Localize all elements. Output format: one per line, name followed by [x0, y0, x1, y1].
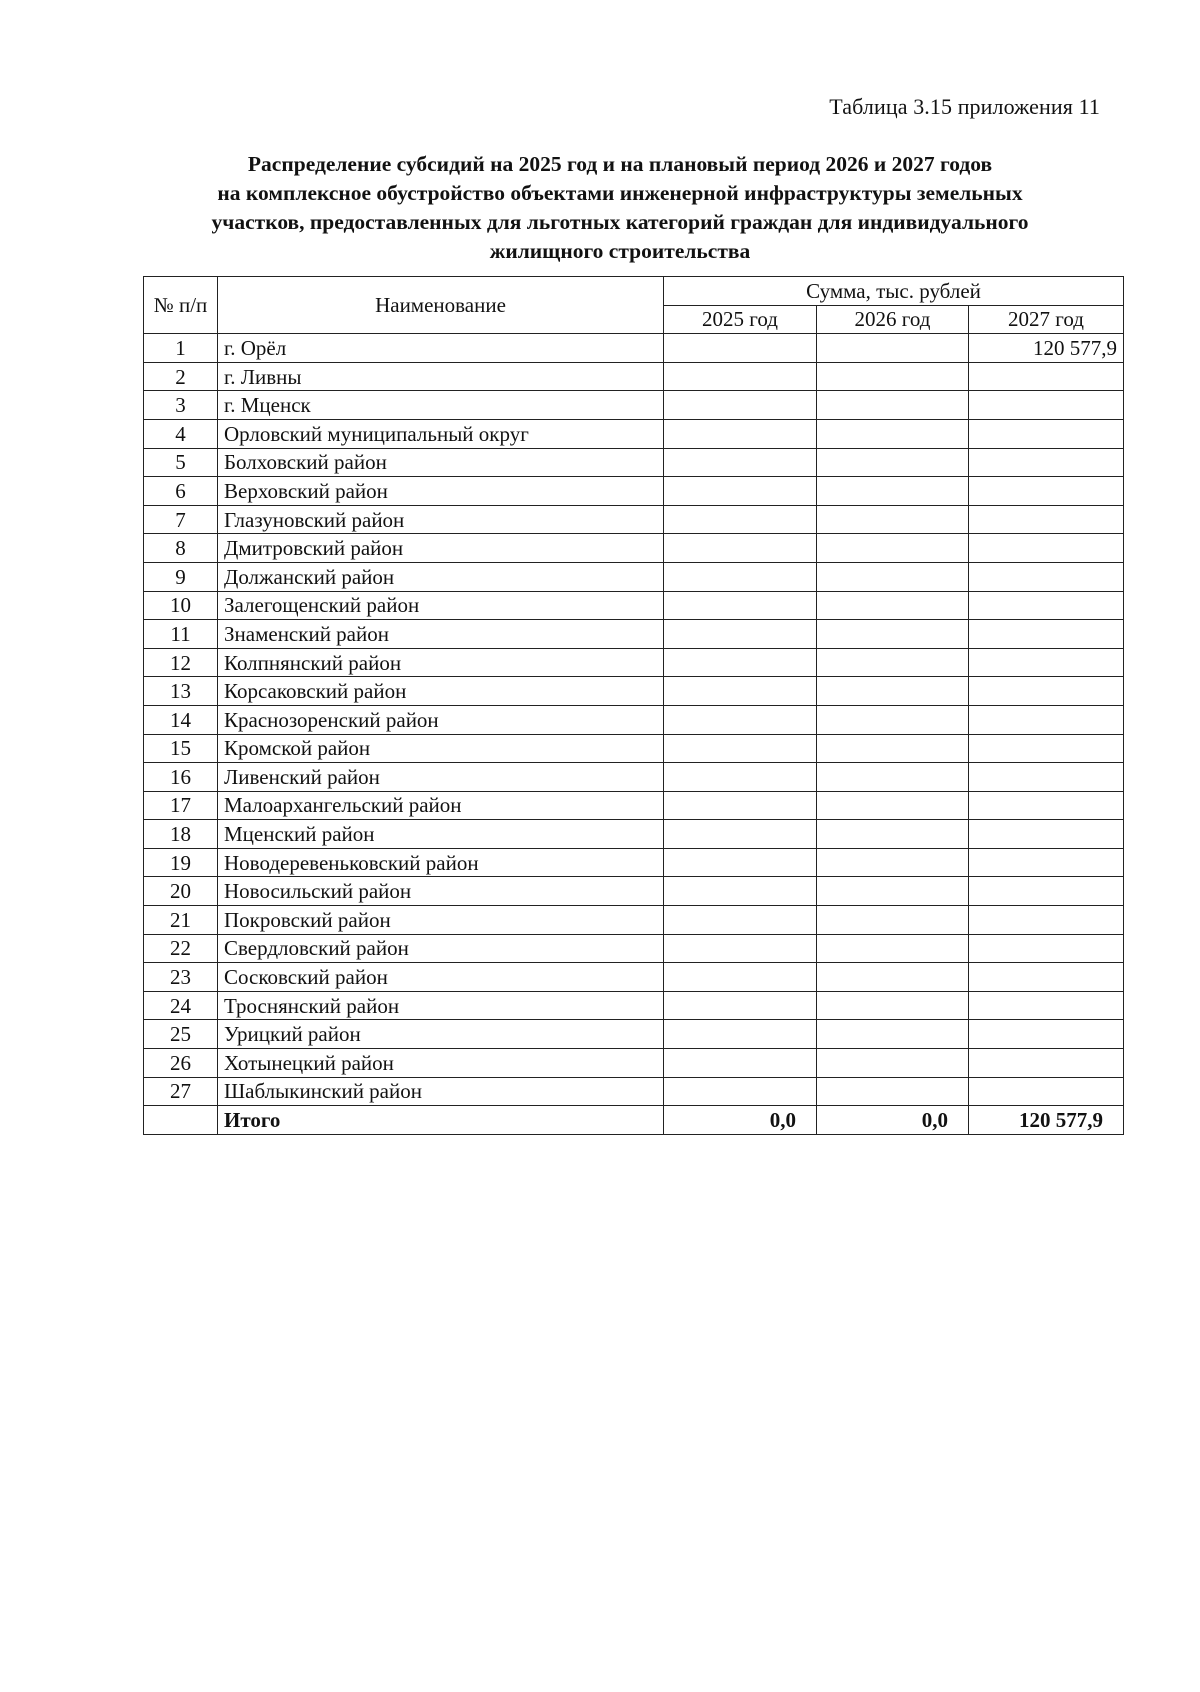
row-value-2025	[664, 1020, 817, 1049]
row-name: Хотынецкий район	[218, 1049, 664, 1078]
row-name: Итого	[218, 1106, 664, 1135]
row-value-2026	[817, 1020, 969, 1049]
row-value-2025	[664, 620, 817, 649]
table-row	[144, 1077, 1124, 1106]
row-value-2027	[969, 477, 1124, 506]
row-number: 24	[144, 991, 218, 1020]
row-number: 23	[144, 963, 218, 992]
row-value-2027	[969, 734, 1124, 763]
row-value-2027	[969, 534, 1124, 563]
table-body	[144, 334, 1124, 1135]
row-value-2025	[664, 391, 817, 420]
row-value-2027	[969, 1077, 1124, 1106]
row-number: 14	[144, 705, 218, 734]
row-value-2027	[969, 391, 1124, 420]
row-value-2026	[817, 419, 969, 448]
row-value-2026	[817, 906, 969, 935]
row-name: г. Ливны	[218, 362, 664, 391]
row-value-2027: 120 577,9	[969, 334, 1124, 363]
row-value-2026	[817, 591, 969, 620]
table-row	[144, 505, 1124, 534]
row-value-2027	[969, 991, 1124, 1020]
row-value-2026	[817, 763, 969, 792]
row-value-2027	[969, 705, 1124, 734]
row-value-2025	[664, 677, 817, 706]
row-value-2026	[817, 934, 969, 963]
row-number: 17	[144, 791, 218, 820]
title-line: на комплексное обустройство объектами инженерной инфраструктуры земельных	[217, 181, 1023, 205]
header-name: Наименование	[218, 277, 664, 334]
row-value-2025	[664, 648, 817, 677]
row-name: Мценский район	[218, 820, 664, 849]
row-number: 1	[144, 334, 218, 363]
row-name: Урицкий район	[218, 1020, 664, 1049]
row-value-2027	[969, 820, 1124, 849]
table-row	[144, 991, 1124, 1020]
row-name: Троснянский район	[218, 991, 664, 1020]
row-number: 8	[144, 534, 218, 563]
row-value-2027	[969, 1020, 1124, 1049]
table-row	[144, 591, 1124, 620]
table-row	[144, 877, 1124, 906]
table-row	[144, 620, 1124, 649]
row-value-2026	[817, 391, 969, 420]
row-value-2025	[664, 334, 817, 363]
row-value-2025	[664, 848, 817, 877]
row-value-2026	[817, 991, 969, 1020]
row-value-2027	[969, 906, 1124, 935]
row-value-2026	[817, 562, 969, 591]
table-row	[144, 848, 1124, 877]
row-value-2026: 0,0	[817, 1106, 969, 1135]
row-value-2026	[817, 677, 969, 706]
table-row	[144, 763, 1124, 792]
row-number: 4	[144, 419, 218, 448]
row-name: Шаблыкинский район	[218, 1077, 664, 1106]
row-value-2027	[969, 677, 1124, 706]
row-value-2027	[969, 963, 1124, 992]
row-value-2027: 120 577,9	[969, 1106, 1124, 1135]
table-row	[144, 1020, 1124, 1049]
table-row	[144, 534, 1124, 563]
row-value-2026	[817, 1049, 969, 1078]
header-year-2026: 2026 год	[817, 305, 969, 334]
row-value-2027	[969, 362, 1124, 391]
row-value-2025	[664, 734, 817, 763]
header-year-2027: 2027 год	[969, 305, 1124, 334]
row-number: 25	[144, 1020, 218, 1049]
row-value-2025	[664, 791, 817, 820]
row-number: 6	[144, 477, 218, 506]
row-value-2025	[664, 1077, 817, 1106]
row-value-2026	[817, 820, 969, 849]
title-line: участков, предоставленных для льготных категорий граждан для индивидуального	[211, 210, 1029, 234]
row-number: 5	[144, 448, 218, 477]
row-value-2025	[664, 477, 817, 506]
row-value-2027	[969, 848, 1124, 877]
row-value-2026	[817, 334, 969, 363]
table-row	[144, 934, 1124, 963]
row-value-2027	[969, 791, 1124, 820]
row-value-2026	[817, 848, 969, 877]
row-value-2026	[817, 648, 969, 677]
table-row	[144, 477, 1124, 506]
header-number: № п/п	[144, 277, 218, 334]
table-row	[144, 562, 1124, 591]
row-name: Малоархангельский район	[218, 791, 664, 820]
row-name: Орловский муниципальный округ	[218, 419, 664, 448]
subsidies-table	[143, 276, 1124, 1135]
row-value-2025	[664, 448, 817, 477]
row-value-2026	[817, 791, 969, 820]
row-name: Сосковский район	[218, 963, 664, 992]
row-value-2026	[817, 877, 969, 906]
table-row	[144, 734, 1124, 763]
row-number: 2	[144, 362, 218, 391]
row-number: 7	[144, 505, 218, 534]
row-value-2025	[664, 705, 817, 734]
row-name: Дмитровский район	[218, 534, 664, 563]
row-number: 15	[144, 734, 218, 763]
row-name: Верховский район	[218, 477, 664, 506]
table-row	[144, 791, 1124, 820]
header-sum: Сумма, тыс. рублей	[664, 277, 1124, 306]
row-name: Покровский район	[218, 906, 664, 935]
row-name: Корсаковский район	[218, 677, 664, 706]
header-year-2025: 2025 год	[664, 305, 817, 334]
row-name: г. Мценск	[218, 391, 664, 420]
row-value-2027	[969, 419, 1124, 448]
table-row	[144, 362, 1124, 391]
row-name: Кромской район	[218, 734, 664, 763]
row-name: Новосильский район	[218, 877, 664, 906]
row-value-2026	[817, 505, 969, 534]
table-row	[144, 1049, 1124, 1078]
row-number: 26	[144, 1049, 218, 1078]
row-name: Должанский район	[218, 562, 664, 591]
row-name: Свердловский район	[218, 934, 664, 963]
row-number: 10	[144, 591, 218, 620]
row-value-2027	[969, 877, 1124, 906]
row-name: Ливенский район	[218, 763, 664, 792]
row-value-2025	[664, 591, 817, 620]
row-value-2026	[817, 705, 969, 734]
row-number: 21	[144, 906, 218, 935]
row-value-2027	[969, 620, 1124, 649]
row-number: 11	[144, 620, 218, 649]
row-value-2025	[664, 562, 817, 591]
row-value-2025	[664, 877, 817, 906]
row-value-2025	[664, 991, 817, 1020]
row-value-2025	[664, 534, 817, 563]
row-number	[144, 1106, 218, 1135]
table-header	[144, 277, 1124, 334]
table-reference: Таблица 3.15 приложения 11	[829, 94, 1100, 119]
document-title	[140, 150, 1100, 266]
row-name: Болховский район	[218, 448, 664, 477]
title-line: жилищного строительства	[489, 239, 751, 263]
row-number: 3	[144, 391, 218, 420]
row-value-2025	[664, 419, 817, 448]
table-row	[144, 648, 1124, 677]
row-value-2027	[969, 763, 1124, 792]
row-number: 20	[144, 877, 218, 906]
row-value-2025	[664, 906, 817, 935]
table-row	[144, 963, 1124, 992]
table-row	[144, 448, 1124, 477]
row-value-2026	[817, 448, 969, 477]
row-value-2026	[817, 1077, 969, 1106]
row-value-2027	[969, 448, 1124, 477]
row-value-2027	[969, 562, 1124, 591]
row-value-2026	[817, 963, 969, 992]
row-value-2026	[817, 534, 969, 563]
row-number: 19	[144, 848, 218, 877]
title-line: Распределение субсидий на 2025 год и на плановый период 2026 и 2027 годов	[247, 152, 993, 176]
row-value-2025	[664, 505, 817, 534]
row-value-2025: 0,0	[664, 1106, 817, 1135]
row-name: Новодеревеньковский район	[218, 848, 664, 877]
row-value-2027	[969, 591, 1124, 620]
row-value-2025	[664, 763, 817, 792]
row-value-2025	[664, 934, 817, 963]
row-name: Колпнянский район	[218, 648, 664, 677]
row-value-2026	[817, 477, 969, 506]
row-value-2026	[817, 362, 969, 391]
row-name: Знаменский район	[218, 620, 664, 649]
row-value-2027	[969, 505, 1124, 534]
row-number: 22	[144, 934, 218, 963]
row-value-2025	[664, 362, 817, 391]
row-value-2026	[817, 620, 969, 649]
table-row	[144, 391, 1124, 420]
row-number: 13	[144, 677, 218, 706]
row-name: Краснозоренский район	[218, 705, 664, 734]
table-row	[144, 677, 1124, 706]
row-value-2027	[969, 648, 1124, 677]
row-name: Залегощенский район	[218, 591, 664, 620]
row-number: 12	[144, 648, 218, 677]
row-number: 16	[144, 763, 218, 792]
row-number: 18	[144, 820, 218, 849]
row-value-2027	[969, 934, 1124, 963]
row-value-2025	[664, 963, 817, 992]
row-value-2027	[969, 1049, 1124, 1078]
row-value-2026	[817, 734, 969, 763]
row-value-2025	[664, 820, 817, 849]
table-row	[144, 705, 1124, 734]
row-number: 27	[144, 1077, 218, 1106]
row-value-2025	[664, 1049, 817, 1078]
row-name: Глазуновский район	[218, 505, 664, 534]
row-number: 9	[144, 562, 218, 591]
table-row	[144, 334, 1124, 363]
table-row	[144, 820, 1124, 849]
table-row	[144, 906, 1124, 935]
table-row	[144, 419, 1124, 448]
total-row	[144, 1106, 1124, 1135]
row-name: г. Орёл	[218, 334, 664, 363]
